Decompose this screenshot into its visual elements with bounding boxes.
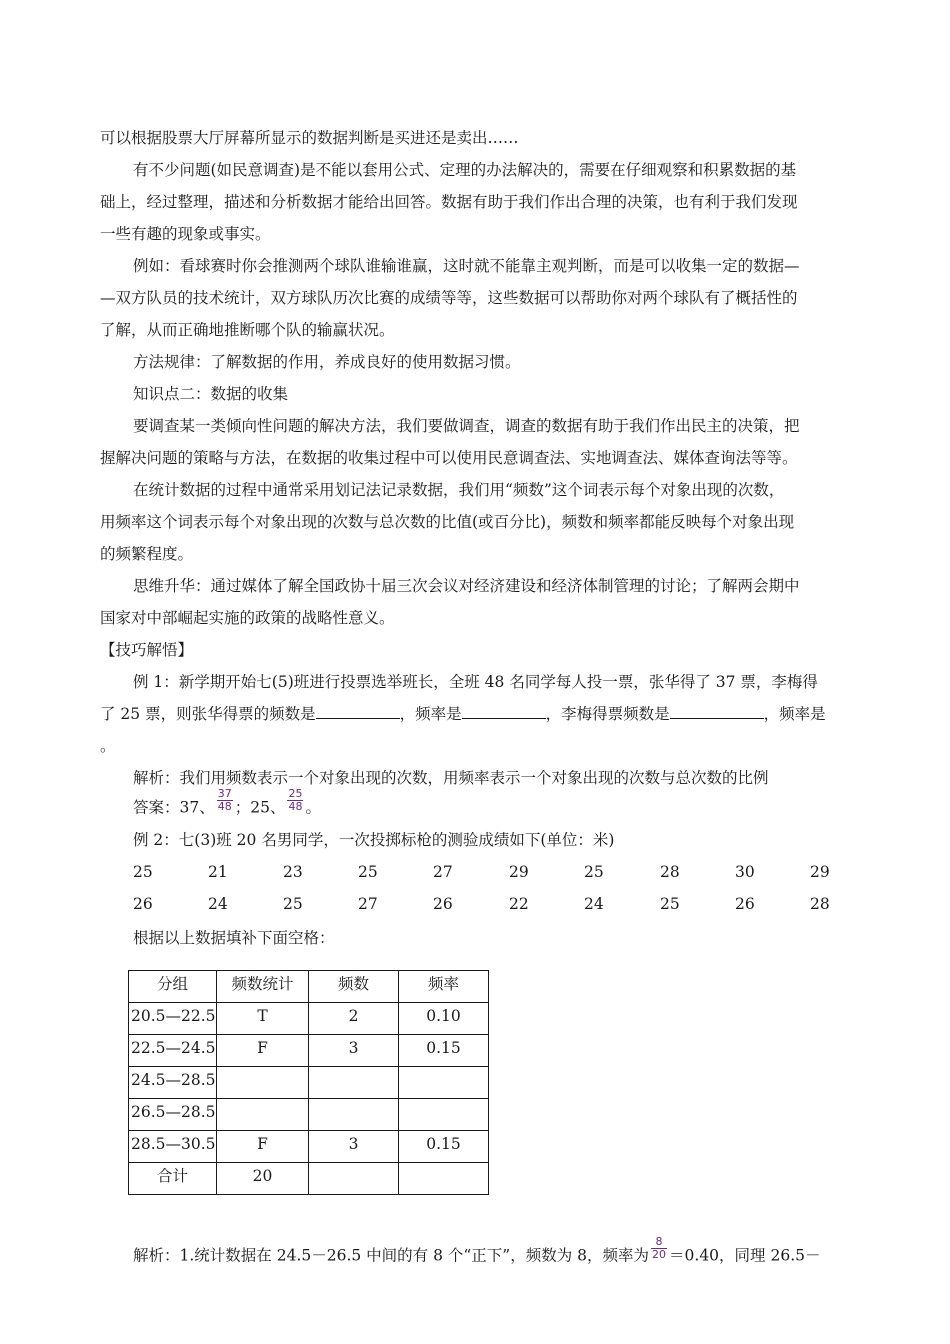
score-value: 28 — [660, 863, 680, 881]
answer-text: 答案：37、 — [133, 798, 215, 817]
paragraph-line: 一些有趣的现象或事实。 — [100, 225, 271, 243]
table-cell: 22.5—24.5 — [129, 1035, 217, 1067]
table-row — [129, 1067, 489, 1099]
paragraph-line: 可以根据股票大厅屏幕所显示的数据判断是买进还是卖出…… — [100, 129, 519, 147]
table-cell: 合计 — [129, 1163, 217, 1195]
table-cell — [399, 1163, 489, 1195]
table-cell: T — [217, 1003, 309, 1035]
table-cell: 0.10 — [399, 1003, 489, 1035]
table-cell: 0.15 — [399, 1131, 489, 1163]
table-cell — [399, 1067, 489, 1099]
table-row — [129, 1099, 489, 1131]
paragraph-line: 础上，经过整理，描述和分析数据才能给出回答。数据有助于我们作出合理的决策，也有利于我们发现 — [100, 193, 798, 211]
table-cell: 3 — [309, 1035, 399, 1067]
table-cell: 2 — [309, 1003, 399, 1035]
column-header: 频数统计 — [217, 971, 309, 1003]
paragraph-line: 例如：看球赛时你会推测两个球队谁输谁赢，这时就不能靠主观判断，而是可以收集一定的数据— — [133, 257, 800, 275]
paragraph-line: 在统计数据的过程中通常采用划记法记录数据，我们用“频数”这个词表示每个对象出现的次数， — [133, 481, 785, 499]
paragraph-line: 要调查某一类倾向性问题的解决方法，我们要做调查，调查的数据有助于我们作出民主的决策，把 — [133, 417, 800, 435]
table-cell: 20 — [217, 1163, 309, 1195]
table-cell: 24.5—28.5 — [129, 1067, 217, 1099]
table-cell — [399, 1099, 489, 1131]
paragraph-line: 思维升华：通过媒体了解全国政协十届三次会议对经济建设和经济体制管理的讨论；了解两会期中 — [133, 577, 800, 595]
score-value: 29 — [509, 863, 529, 881]
paragraph-line: 国家对中部崛起实施的政策的战略性意义。 — [100, 609, 395, 627]
column-header: 分组 — [129, 971, 217, 1003]
fraction-denominator: 48 — [288, 800, 303, 813]
analysis-text: 解析：1.统计数据在 24.5－26.5 中间的有 8 个“正下”，频数为 8，频率为 — [133, 1246, 650, 1265]
table-cell: F — [217, 1035, 309, 1067]
example-text: ，频率是 — [763, 705, 826, 723]
score-value: 24 — [208, 895, 228, 913]
paragraph-line: 握解决问题的策略与方法，在数据的收集过程中可以使用民意调查法、实地调查法、媒体查询法等等。 — [100, 449, 798, 467]
score-value: 25 — [283, 895, 303, 913]
example-line — [100, 704, 826, 724]
section-heading: 【技巧解悟】 — [100, 641, 194, 659]
fraction-numerator: 8 — [651, 1236, 667, 1249]
table-row — [129, 1163, 489, 1195]
example-line: 根据以上数据填补下面空格： — [133, 929, 335, 947]
fraction-numerator: 25 — [288, 787, 303, 800]
table-cell: 28.5—30.5 — [129, 1131, 217, 1163]
analysis-line: 解析：我们用频数表示一个对象出现的次数，用频率表示一个对象出现的次数与总次数的比例 — [133, 769, 769, 787]
example-text: ，频率是 — [399, 705, 462, 723]
analysis-line — [133, 1235, 821, 1269]
paragraph-line: —双方队员的技术统计，双方球队历次比赛的成绩等等，这些数据可以帮助你对两个球队有了概括性的 — [100, 289, 798, 307]
score-value: 21 — [208, 863, 228, 881]
table-cell: 3 — [309, 1131, 399, 1163]
table-cell: F — [217, 1131, 309, 1163]
score-value: 29 — [810, 863, 830, 881]
score-value: 25 — [358, 863, 378, 881]
answer-text: ；25、 — [234, 798, 286, 817]
column-header: 频数 — [309, 971, 399, 1003]
example-text: 了 25 票，则张华得票的频数是 — [100, 705, 316, 723]
frequency-table — [128, 970, 489, 1195]
score-value: 25 — [660, 895, 680, 913]
table-cell: 20.5—22.5 — [129, 1003, 217, 1035]
table-row — [129, 1003, 489, 1035]
score-value: 22 — [509, 895, 529, 913]
answer-blank[interactable] — [462, 704, 546, 719]
score-value: 26 — [433, 895, 453, 913]
fraction-denominator: 48 — [217, 800, 232, 813]
fraction — [217, 788, 233, 813]
score-value: 25 — [584, 863, 604, 881]
column-header: 频率 — [399, 971, 489, 1003]
example-line: 。 — [100, 737, 116, 755]
score-value: 26 — [133, 895, 153, 913]
score-value: 23 — [283, 863, 303, 881]
paragraph-line: 有不少问题(如民意调查)是不能以套用公式、定理的办法解决的，需要在仔细观察和积累数据的基 — [133, 161, 797, 179]
table-cell: 26.5—28.5 — [129, 1099, 217, 1131]
answer-line — [133, 787, 321, 821]
score-value: 28 — [810, 895, 830, 913]
table-row — [129, 1035, 489, 1067]
example-line: 例 2：七(3)班 20 名男同学，一次投掷标枪的测验成绩如下(单位：米) — [133, 831, 615, 849]
table-cell — [309, 1163, 399, 1195]
table-cell — [309, 1099, 399, 1131]
score-value: 27 — [433, 863, 453, 881]
paragraph-line: 用频率这个词表示每个对象出现的次数与总次数的比值(或百分比)，频数和频率都能反映每个对象出现 — [100, 513, 795, 531]
fraction — [651, 1236, 667, 1261]
example-line: 例 1：新学期开始七(5)班进行投票选举班长，全班 48 名同学每人投一票，张华得了 37 票，李梅得 — [133, 673, 818, 691]
analysis-text: ＝0.40，同理 26.5－ — [669, 1246, 821, 1265]
answer-blank[interactable] — [670, 704, 764, 719]
fraction-numerator: 37 — [217, 787, 232, 800]
paragraph-line: 了解，从而正确地推断哪个队的输赢状况。 — [100, 321, 395, 339]
answer-text: 。 — [305, 798, 321, 817]
fraction — [287, 788, 303, 813]
score-value: 27 — [358, 895, 378, 913]
fraction-denominator: 20 — [652, 1248, 667, 1261]
table-row — [129, 1131, 489, 1163]
paragraph-line: 方法规律：了解数据的作用，养成良好的使用数据习惯。 — [133, 353, 521, 371]
paragraph-line: 的频繁程度。 — [100, 545, 194, 563]
answer-blank[interactable] — [316, 704, 400, 719]
table-cell — [217, 1099, 309, 1131]
section-heading: 知识点二：数据的收集 — [133, 385, 289, 403]
table-cell — [217, 1067, 309, 1099]
score-value: 24 — [584, 895, 604, 913]
score-value: 30 — [735, 863, 755, 881]
table-cell: 0.15 — [399, 1035, 489, 1067]
score-value: 25 — [133, 863, 153, 881]
table-header-row — [129, 971, 489, 1003]
table-cell — [309, 1067, 399, 1099]
score-value: 26 — [735, 895, 755, 913]
example-text: ，李梅得票频数是 — [545, 705, 670, 723]
